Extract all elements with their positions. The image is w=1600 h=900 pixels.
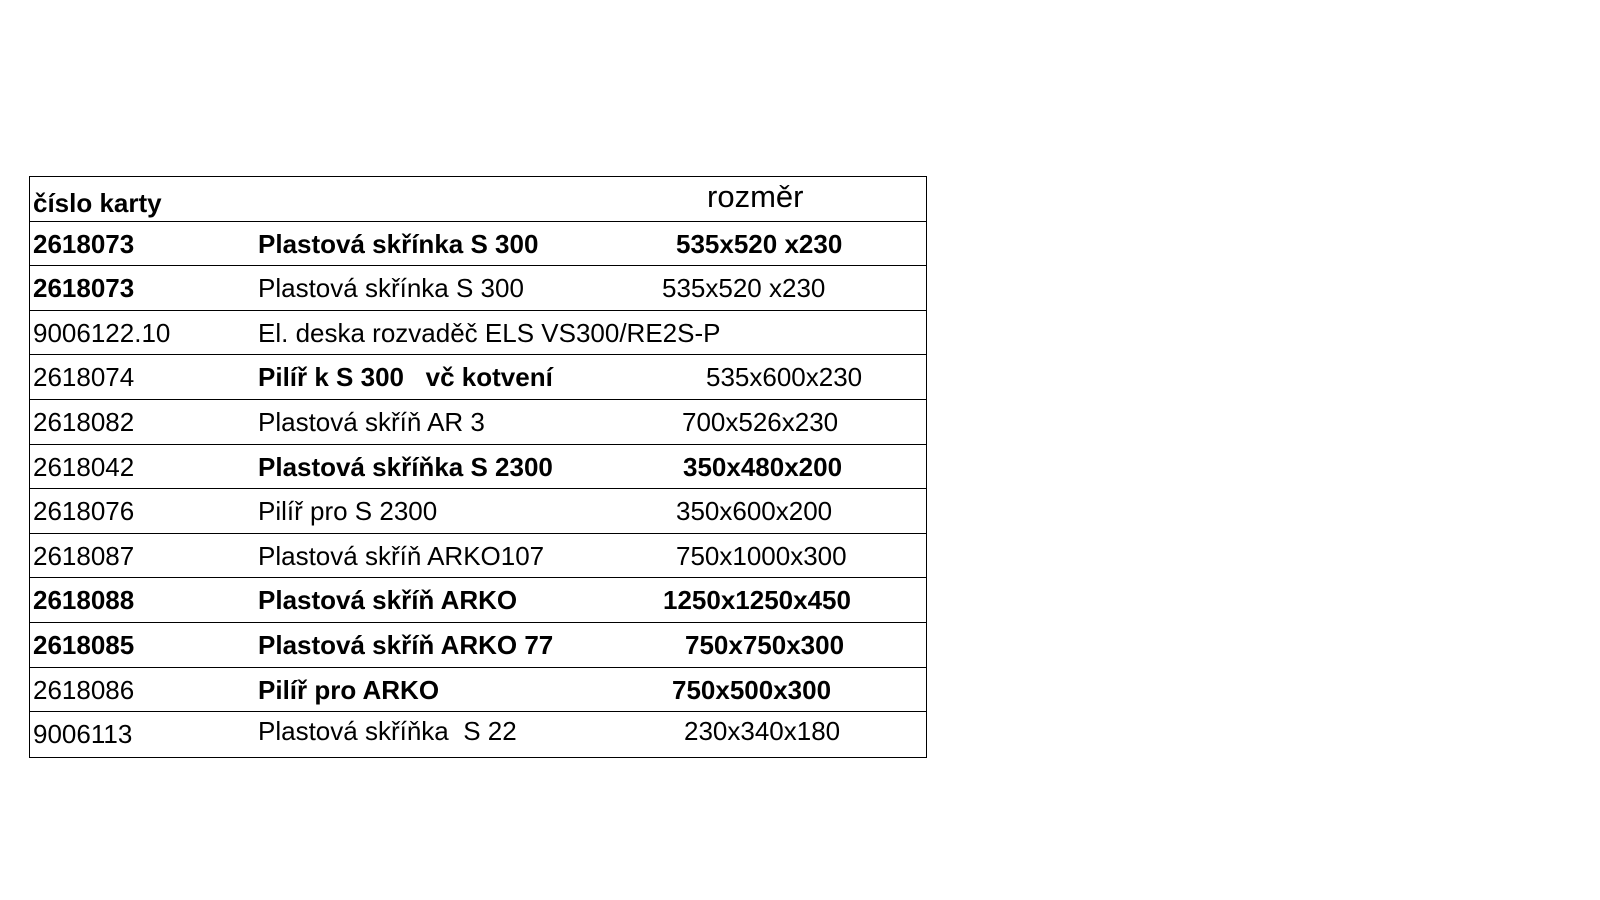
product-name: Plastová skříň ARKO107 <box>258 540 545 571</box>
product-name: Pilíř pro ARKO <box>258 674 440 705</box>
table-row <box>30 311 926 356</box>
table-row <box>30 623 926 668</box>
table-row <box>30 534 926 579</box>
product-name: Pilíř pro S 2300 <box>258 496 438 527</box>
card-number: 2618088 <box>33 585 135 616</box>
product-name: Plastová skřínka S 300 <box>258 228 539 259</box>
table-row <box>30 578 926 623</box>
product-dimension: 230x340x180 <box>684 716 841 747</box>
header-code: číslo karty <box>33 188 162 218</box>
product-name: Plastová skříňka S 2300 <box>258 451 553 482</box>
card-number: 2618082 <box>33 406 135 437</box>
product-name: Plastová skříň ARKO <box>258 585 518 616</box>
table-body <box>30 222 926 757</box>
table-row <box>30 668 926 713</box>
card-number: 2618085 <box>33 629 135 660</box>
header-dimension: rozměr <box>707 179 804 214</box>
card-number: 2618073 <box>33 228 135 259</box>
card-number: 9006122.10 <box>33 317 171 348</box>
product-dimension: 750x1000x300 <box>676 540 847 571</box>
card-number: 2618086 <box>33 674 135 705</box>
product-dimension: 700x526x230 <box>682 406 839 437</box>
table-row <box>30 400 926 445</box>
product-name: Plastová skříň AR 3 <box>258 406 485 437</box>
product-dimension: 1250x1250x450 <box>663 585 851 616</box>
product-dimension: 535x600x230 <box>706 362 863 393</box>
table-row <box>30 712 926 757</box>
table-header-row <box>30 177 926 222</box>
table-row <box>30 445 926 490</box>
table-row <box>30 222 926 267</box>
card-number: 2618074 <box>33 362 135 393</box>
table-row <box>30 489 926 534</box>
product-dimension: 750x500x300 <box>672 674 832 705</box>
product-dimension: 750x750x300 <box>685 629 845 660</box>
product-dimension: 350x600x200 <box>676 496 833 527</box>
card-number: 2618073 <box>33 273 135 304</box>
card-number: 2618087 <box>33 540 135 571</box>
table-row <box>30 266 926 311</box>
product-name: Plastová skřínka S 300 <box>258 273 524 304</box>
card-number: 2618076 <box>33 496 135 527</box>
product-table <box>29 176 927 758</box>
table-row <box>30 355 926 400</box>
product-dimension: 350x480x200 <box>683 451 843 482</box>
product-dimension: 535x520 x230 <box>676 228 843 259</box>
product-dimension: 535x520 x230 <box>662 273 826 304</box>
card-number: 9006113 <box>33 719 133 750</box>
product-name: Plastová skříňka S 22 <box>258 716 517 747</box>
product-name: Plastová skříň ARKO 77 <box>258 629 554 660</box>
card-number: 2618042 <box>33 451 135 482</box>
product-name: Pilíř k S 300 vč kotvení <box>258 362 553 393</box>
product-name: El. deska rozvaděč ELS VS300/RE2S-P <box>258 317 721 348</box>
